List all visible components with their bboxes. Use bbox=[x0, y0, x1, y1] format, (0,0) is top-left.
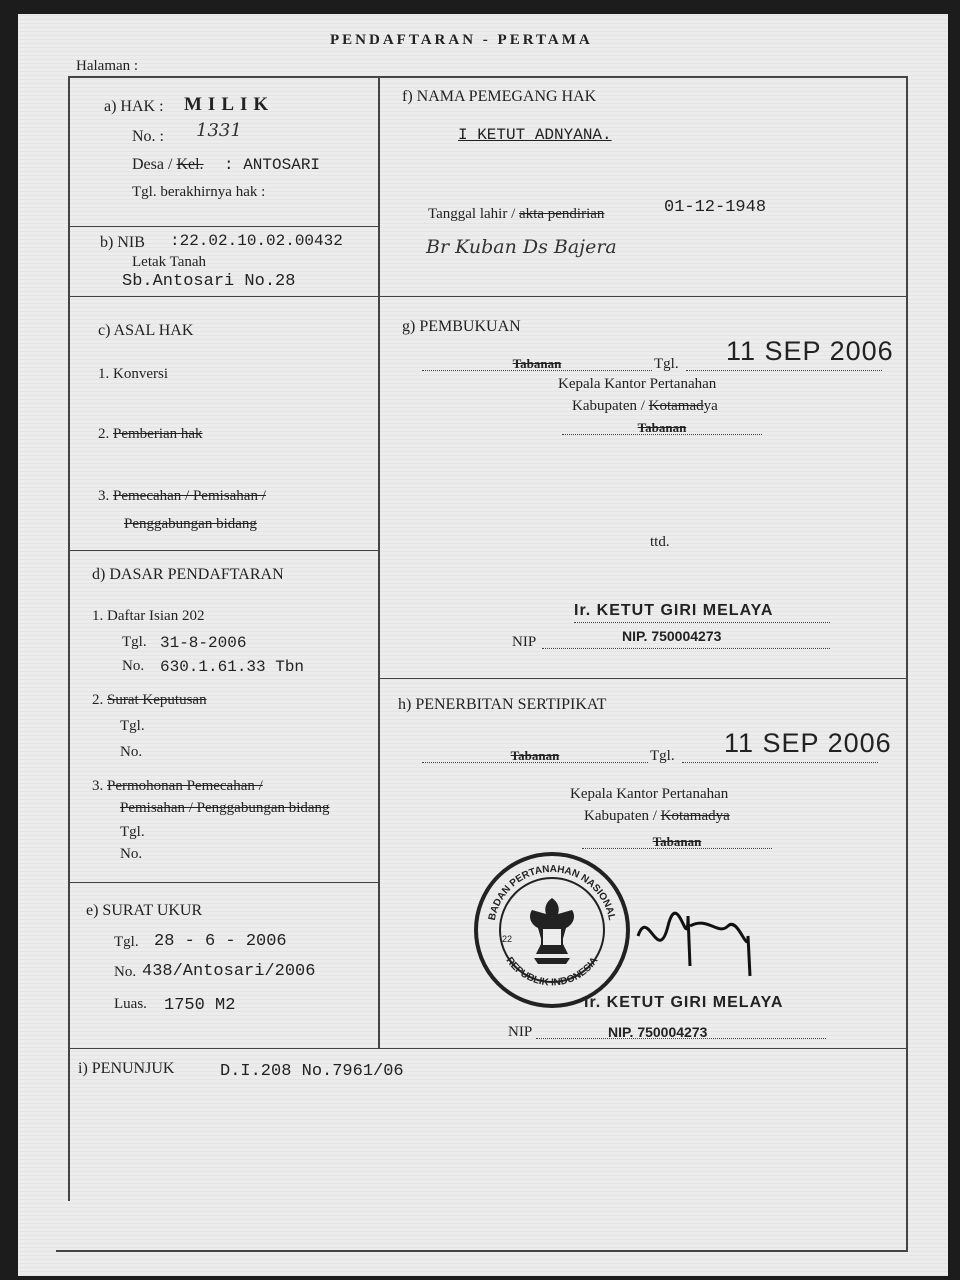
seal-text-bottom: REPUBLIK INDONESIA bbox=[503, 955, 601, 989]
surat-ukur-no-label: No. bbox=[114, 964, 137, 980]
pembukuan-nip: NIP. 750004273 bbox=[622, 628, 722, 644]
dasar-item-1-tgl: 31-8-2006 bbox=[160, 634, 247, 652]
certificate-page bbox=[18, 14, 948, 1276]
penerbitan-place: Tabanan bbox=[510, 748, 560, 763]
dasar-item-1-no: 630.1.61.33 Tbn bbox=[160, 658, 305, 676]
frame-top bbox=[68, 76, 908, 78]
penerbitan-nip: NIP. 750004273 bbox=[608, 1024, 708, 1040]
frame-left bbox=[68, 76, 70, 1201]
surat-ukur-no: 438/Antosari/2006 bbox=[142, 962, 316, 981]
desa-label: Desa / Kel. bbox=[132, 156, 204, 173]
seal-text-top: BADAN PERTANAHAN NASIONAL bbox=[486, 863, 618, 922]
penerbitan-tgl-label: Tgl. bbox=[650, 748, 675, 764]
penerbitan-kepala: Kepala Kantor Pertanahan bbox=[570, 786, 729, 802]
dasar-item-3: 3. Permohonan Pemecahan / bbox=[92, 778, 263, 794]
handwritten-signature bbox=[618, 896, 808, 986]
asal-hak-item-2: 2. Pemberian hak bbox=[98, 426, 203, 442]
penerbitan-date: 11 SEP 2006 bbox=[724, 728, 892, 758]
no-label: No. : bbox=[132, 128, 164, 145]
divider-d bbox=[68, 882, 378, 883]
asal-hak-item-1: 1. Konversi bbox=[98, 366, 168, 382]
pembukuan-signatory-line bbox=[574, 622, 830, 623]
pembukuan-region: Tabanan bbox=[637, 420, 687, 435]
penerbitan-signatory: Ir. KETUT GIRI MELAYA bbox=[584, 994, 784, 1011]
letak-tanah-label: Letak Tanah bbox=[132, 254, 207, 270]
pembukuan-label: g) PEMBUKUAN bbox=[402, 318, 521, 335]
official-seal bbox=[472, 850, 632, 1010]
divider-e bbox=[68, 1048, 908, 1049]
pembukuan-place-line bbox=[422, 370, 652, 371]
page-label: Halaman : bbox=[76, 58, 139, 74]
divider-g bbox=[378, 678, 908, 679]
pembukuan-nip-label: NIP bbox=[512, 634, 537, 650]
seal-number: 22 bbox=[502, 934, 513, 944]
desa-value: : ANTOSARI bbox=[224, 156, 321, 174]
penerbitan-tgl-line bbox=[682, 762, 878, 763]
divider-c bbox=[68, 550, 378, 551]
frame-right bbox=[906, 76, 908, 1251]
letak-tanah-value: Sb.Antosari No.28 bbox=[122, 272, 296, 291]
penerbitan-region-line bbox=[582, 848, 772, 849]
dasar-item-2-no-label: No. bbox=[120, 744, 143, 760]
dasar-item-3-cont: Pemisahan / Penggabungan bidang bbox=[120, 800, 330, 816]
surat-ukur-tgl: 28 - 6 - 2006 bbox=[154, 932, 287, 951]
pembukuan-region-line bbox=[562, 434, 762, 435]
dasar-item-1-tgl-label: Tgl. bbox=[122, 634, 147, 650]
divider-a bbox=[68, 226, 378, 227]
hak-label: a) HAK : bbox=[104, 98, 164, 115]
divider-b bbox=[68, 296, 908, 297]
handwritten-note: Br Kuban Ds Bajera bbox=[426, 236, 617, 258]
dasar-item-2-tgl-label: Tgl. bbox=[120, 718, 145, 734]
dasar-item-1-no-label: No. bbox=[122, 658, 145, 674]
pembukuan-kepala: Kepala Kantor Pertanahan bbox=[558, 376, 717, 392]
no-value: 1331 bbox=[196, 120, 242, 141]
page-header: PENDAFTARAN - PERTAMA bbox=[330, 32, 593, 48]
penunjuk-value: D.I.208 No.7961/06 bbox=[220, 1062, 404, 1081]
penerbitan-kabupaten: Kabupaten / Kotamadya bbox=[584, 808, 730, 824]
dasar-item-3-no-label: No. bbox=[120, 846, 143, 862]
tanggal-lahir-label: Tanggal lahir / akta pendirian bbox=[428, 206, 605, 222]
asal-hak-item-3: 3. Pemecahan / Pemisahan / bbox=[98, 488, 266, 504]
tgl-berakhir-label: Tgl. berakhirnya hak : bbox=[132, 184, 266, 200]
surat-ukur-label: e) SURAT UKUR bbox=[86, 902, 203, 919]
dasar-pendaftaran-label: d) DASAR PENDAFTARAN bbox=[92, 566, 284, 583]
surat-ukur-tgl-label: Tgl. bbox=[114, 934, 139, 950]
pembukuan-nip-line bbox=[542, 648, 830, 649]
nib-label: b) NIB bbox=[100, 234, 145, 251]
penerbitan-nip-line bbox=[536, 1038, 826, 1039]
pembukuan-tgl-line bbox=[686, 370, 882, 371]
pembukuan-tgl-label: Tgl. bbox=[654, 356, 679, 372]
nib-value: :22.02.10.02.00432 bbox=[170, 232, 343, 250]
garuda-emblem-icon bbox=[530, 898, 574, 964]
pembukuan-ttd: ttd. bbox=[650, 534, 670, 550]
asal-hak-item-3-cont: Penggabungan bidang bbox=[124, 516, 257, 532]
dasar-item-2: 2. Surat Keputusan bbox=[92, 692, 207, 708]
dasar-item-1: 1. Daftar Isian 202 bbox=[92, 608, 205, 624]
pembukuan-signatory: Ir. KETUT GIRI MELAYA bbox=[574, 602, 774, 619]
frame-divider bbox=[378, 76, 380, 1048]
surat-ukur-luas: 1750 M2 bbox=[164, 996, 236, 1015]
frame-bottom bbox=[56, 1250, 908, 1252]
asal-hak-label: c) ASAL HAK bbox=[98, 322, 194, 339]
tanggal-lahir-value: 01-12-1948 bbox=[664, 198, 767, 217]
pemegang-hak-label: f) NAMA PEMEGANG HAK bbox=[402, 88, 597, 105]
penerbitan-nip-label: NIP bbox=[508, 1024, 533, 1040]
penerbitan-place-line bbox=[422, 762, 648, 763]
pemegang-hak-name: I KETUT ADNYANA. bbox=[458, 126, 612, 144]
surat-ukur-luas-label: Luas. bbox=[114, 996, 147, 1012]
pembukuan-date: 11 SEP 2006 bbox=[726, 336, 894, 366]
penunjuk-label: i) PENUNJUK bbox=[78, 1060, 175, 1077]
dasar-item-3-tgl-label: Tgl. bbox=[120, 824, 145, 840]
penerbitan-label: h) PENERBITAN SERTIPIKAT bbox=[398, 696, 607, 713]
hak-value: MILIK bbox=[184, 94, 275, 115]
pembukuan-kabupaten: Kabupaten / Kotamadya bbox=[572, 398, 718, 414]
penerbitan-region: Tabanan bbox=[652, 834, 702, 849]
pembukuan-place: Tabanan bbox=[512, 356, 562, 371]
